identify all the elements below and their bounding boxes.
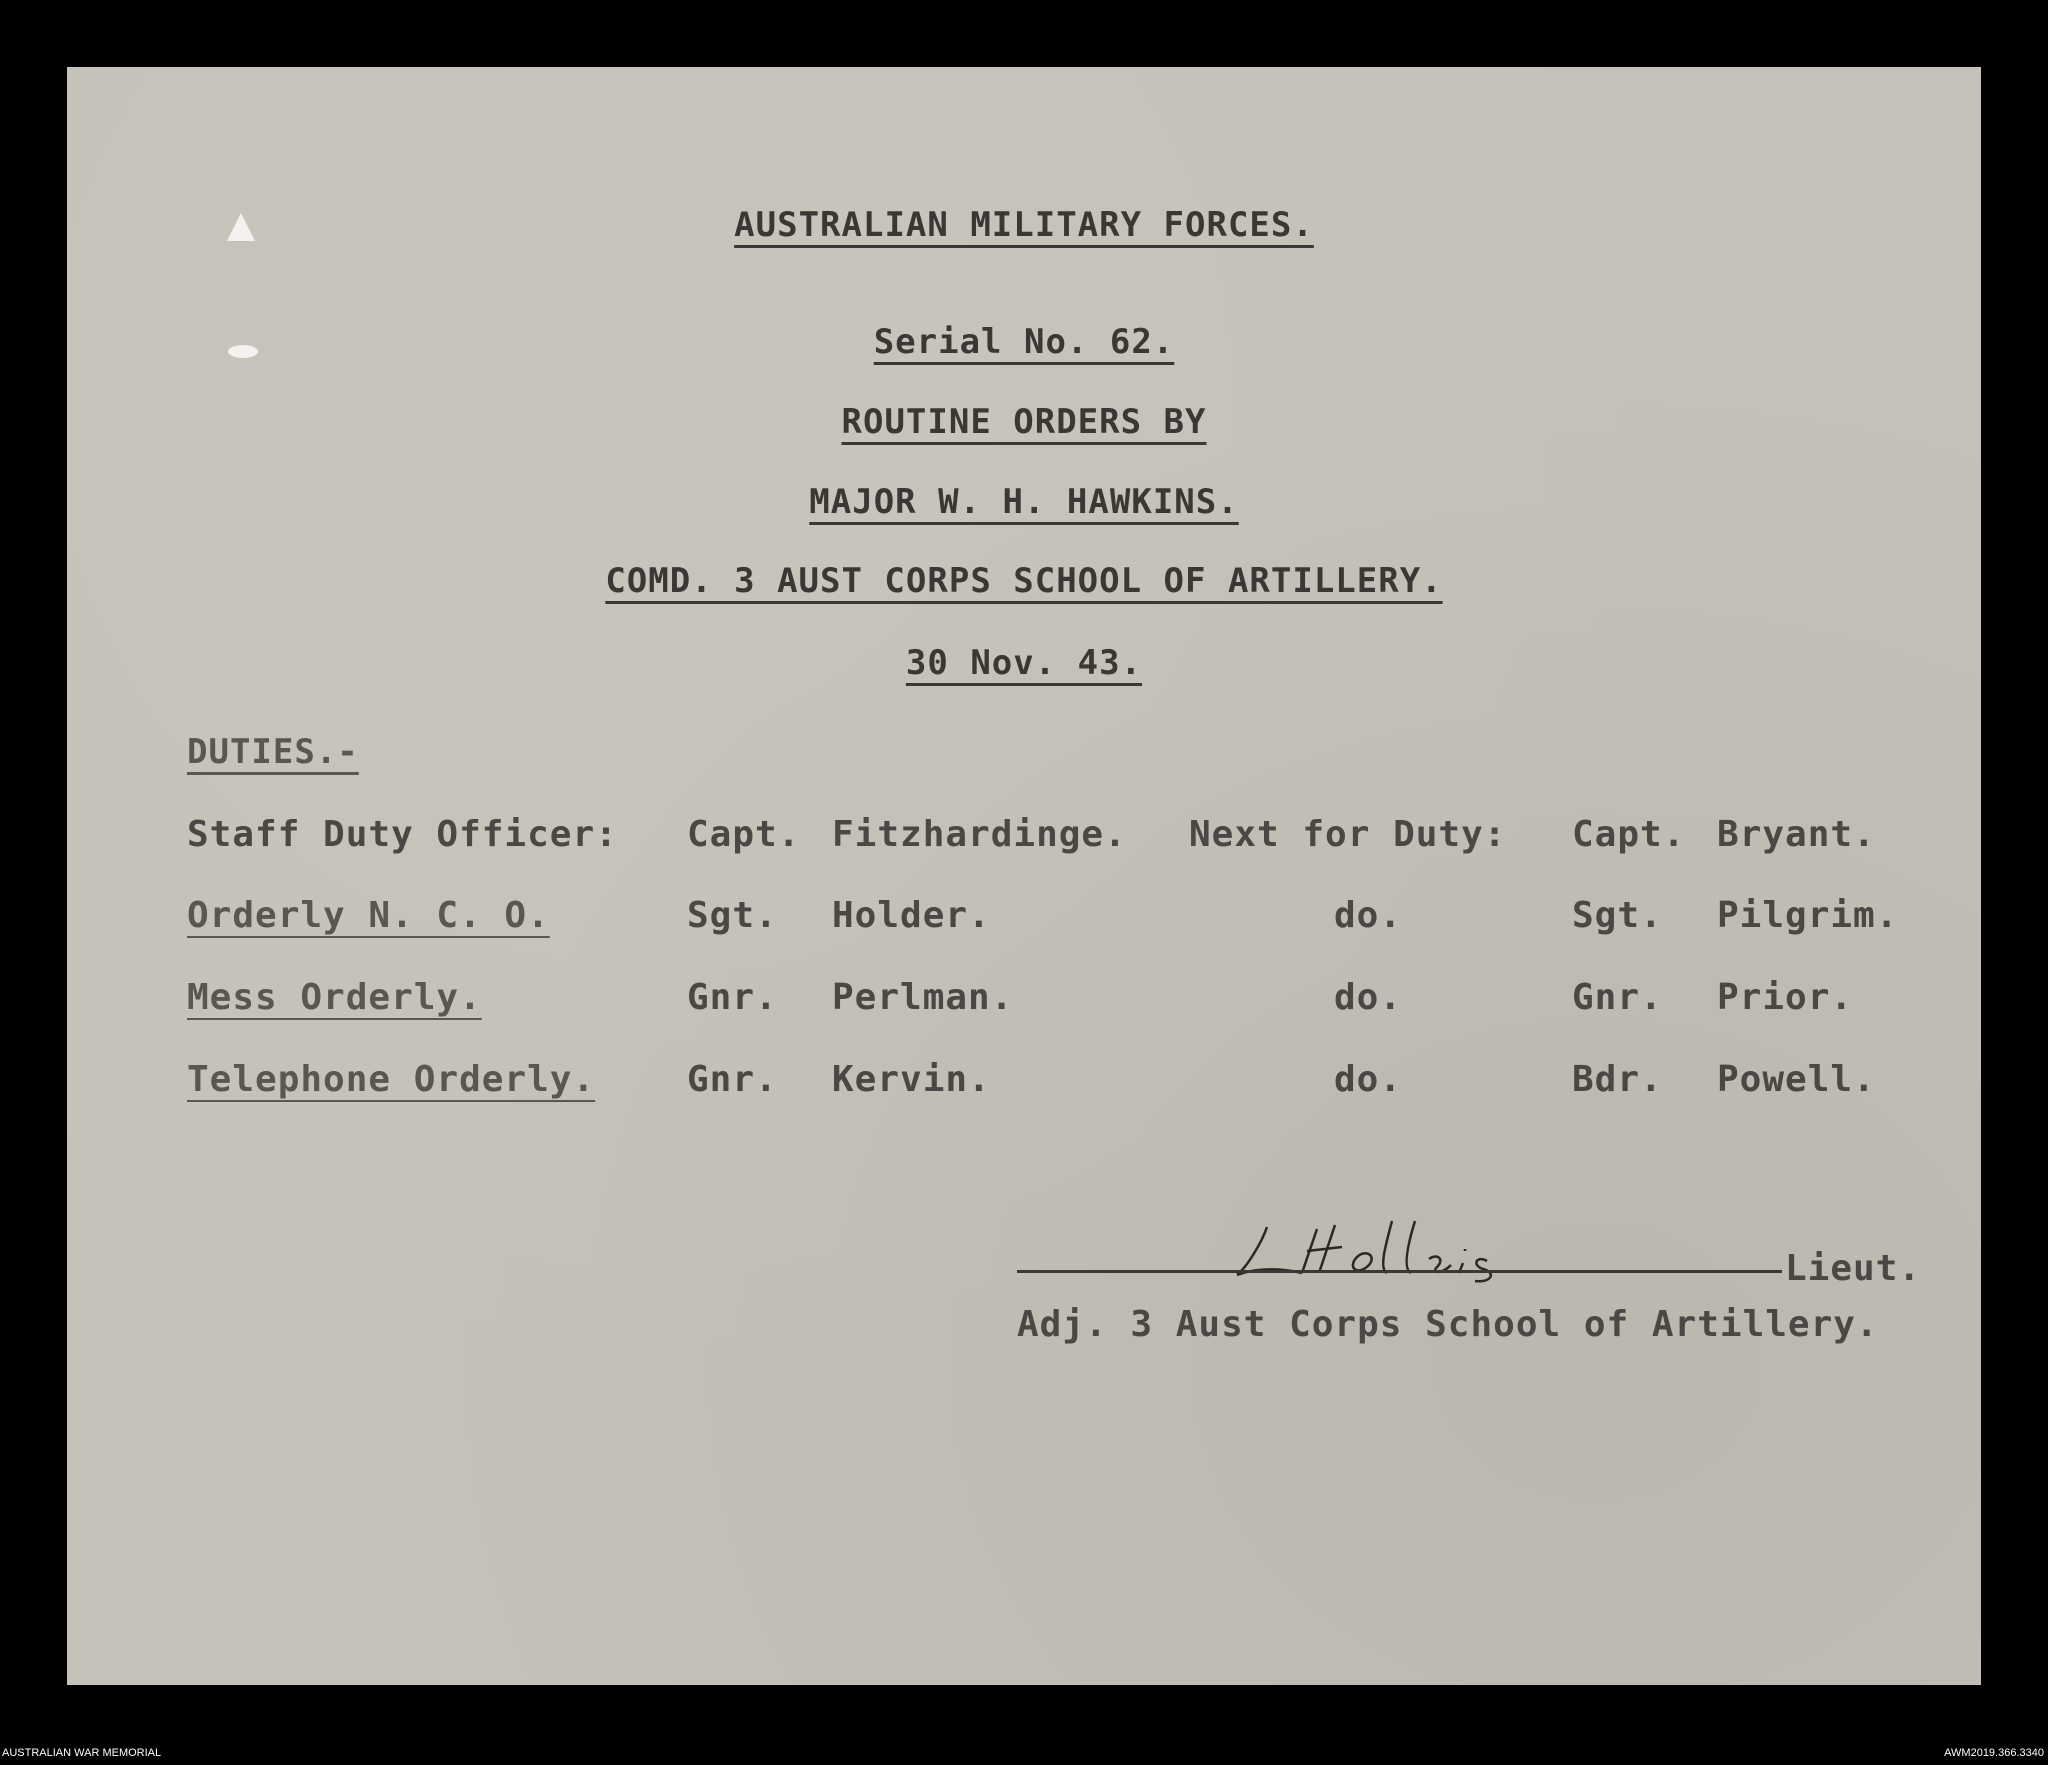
duty-name: Kervin.: [832, 1059, 991, 1100]
serial-number: Serial No. 62.: [873, 322, 1175, 362]
duty-name: Perlman.: [832, 977, 1014, 1018]
next-rank: Capt.: [1572, 814, 1686, 855]
duty-rank: Sgt.: [687, 895, 778, 936]
duty-rank: Gnr.: [687, 977, 778, 1018]
commander-line: MAJOR W. H. HAWKINS.: [809, 482, 1239, 522]
ditto-mark: do.: [1334, 1059, 1403, 1100]
duty-rank: Capt.: [687, 814, 801, 855]
next-rank: Gnr.: [1572, 977, 1663, 1018]
next-for-duty-label: Next for Duty:: [1189, 814, 1507, 855]
next-rank: Bdr.: [1572, 1059, 1663, 1100]
order-date: 30 Nov. 43.: [905, 643, 1143, 683]
orders-by-line: ROUTINE ORDERS BY: [841, 402, 1207, 442]
ditto-mark: do.: [1334, 977, 1403, 1018]
duty-rank: Gnr.: [687, 1059, 778, 1100]
duty-role: Orderly N. C. O.: [187, 895, 550, 936]
section-title-duties: DUTIES.-: [187, 732, 359, 772]
document-heading: AUSTRALIAN MILITARY FORCES.: [734, 205, 1314, 245]
next-name: Powell.: [1717, 1059, 1876, 1100]
next-name: Prior.: [1717, 977, 1854, 1018]
footer-institution: AUSTRALIAN WAR MEMORIAL: [2, 1747, 162, 1759]
ditto-mark: do.: [1334, 895, 1403, 936]
signature-line: [1017, 1270, 1782, 1273]
next-name: Pilgrim.: [1717, 895, 1899, 936]
handwritten-signature: [1207, 1207, 1667, 1287]
duty-name: Holder.: [832, 895, 991, 936]
command-line: COMD. 3 AUST CORPS SCHOOL OF ARTILLERY.: [605, 561, 1443, 601]
signatory-title: Adj. 3 Aust Corps School of Artillery.: [1017, 1304, 1879, 1345]
next-rank: Sgt.: [1572, 895, 1663, 936]
document-page: [67, 67, 1981, 1685]
next-name: Bryant.: [1717, 814, 1876, 855]
duty-role: Staff Duty Officer:: [187, 814, 618, 855]
duty-role: Mess Orderly.: [187, 977, 482, 1018]
footer-accession-number: AWM2019.366.3340: [1944, 1747, 2044, 1759]
duty-role: Telephone Orderly.: [187, 1059, 596, 1100]
signatory-rank: Lieut.: [1785, 1248, 1922, 1289]
duty-name: Fitzhardinge.: [832, 814, 1127, 855]
